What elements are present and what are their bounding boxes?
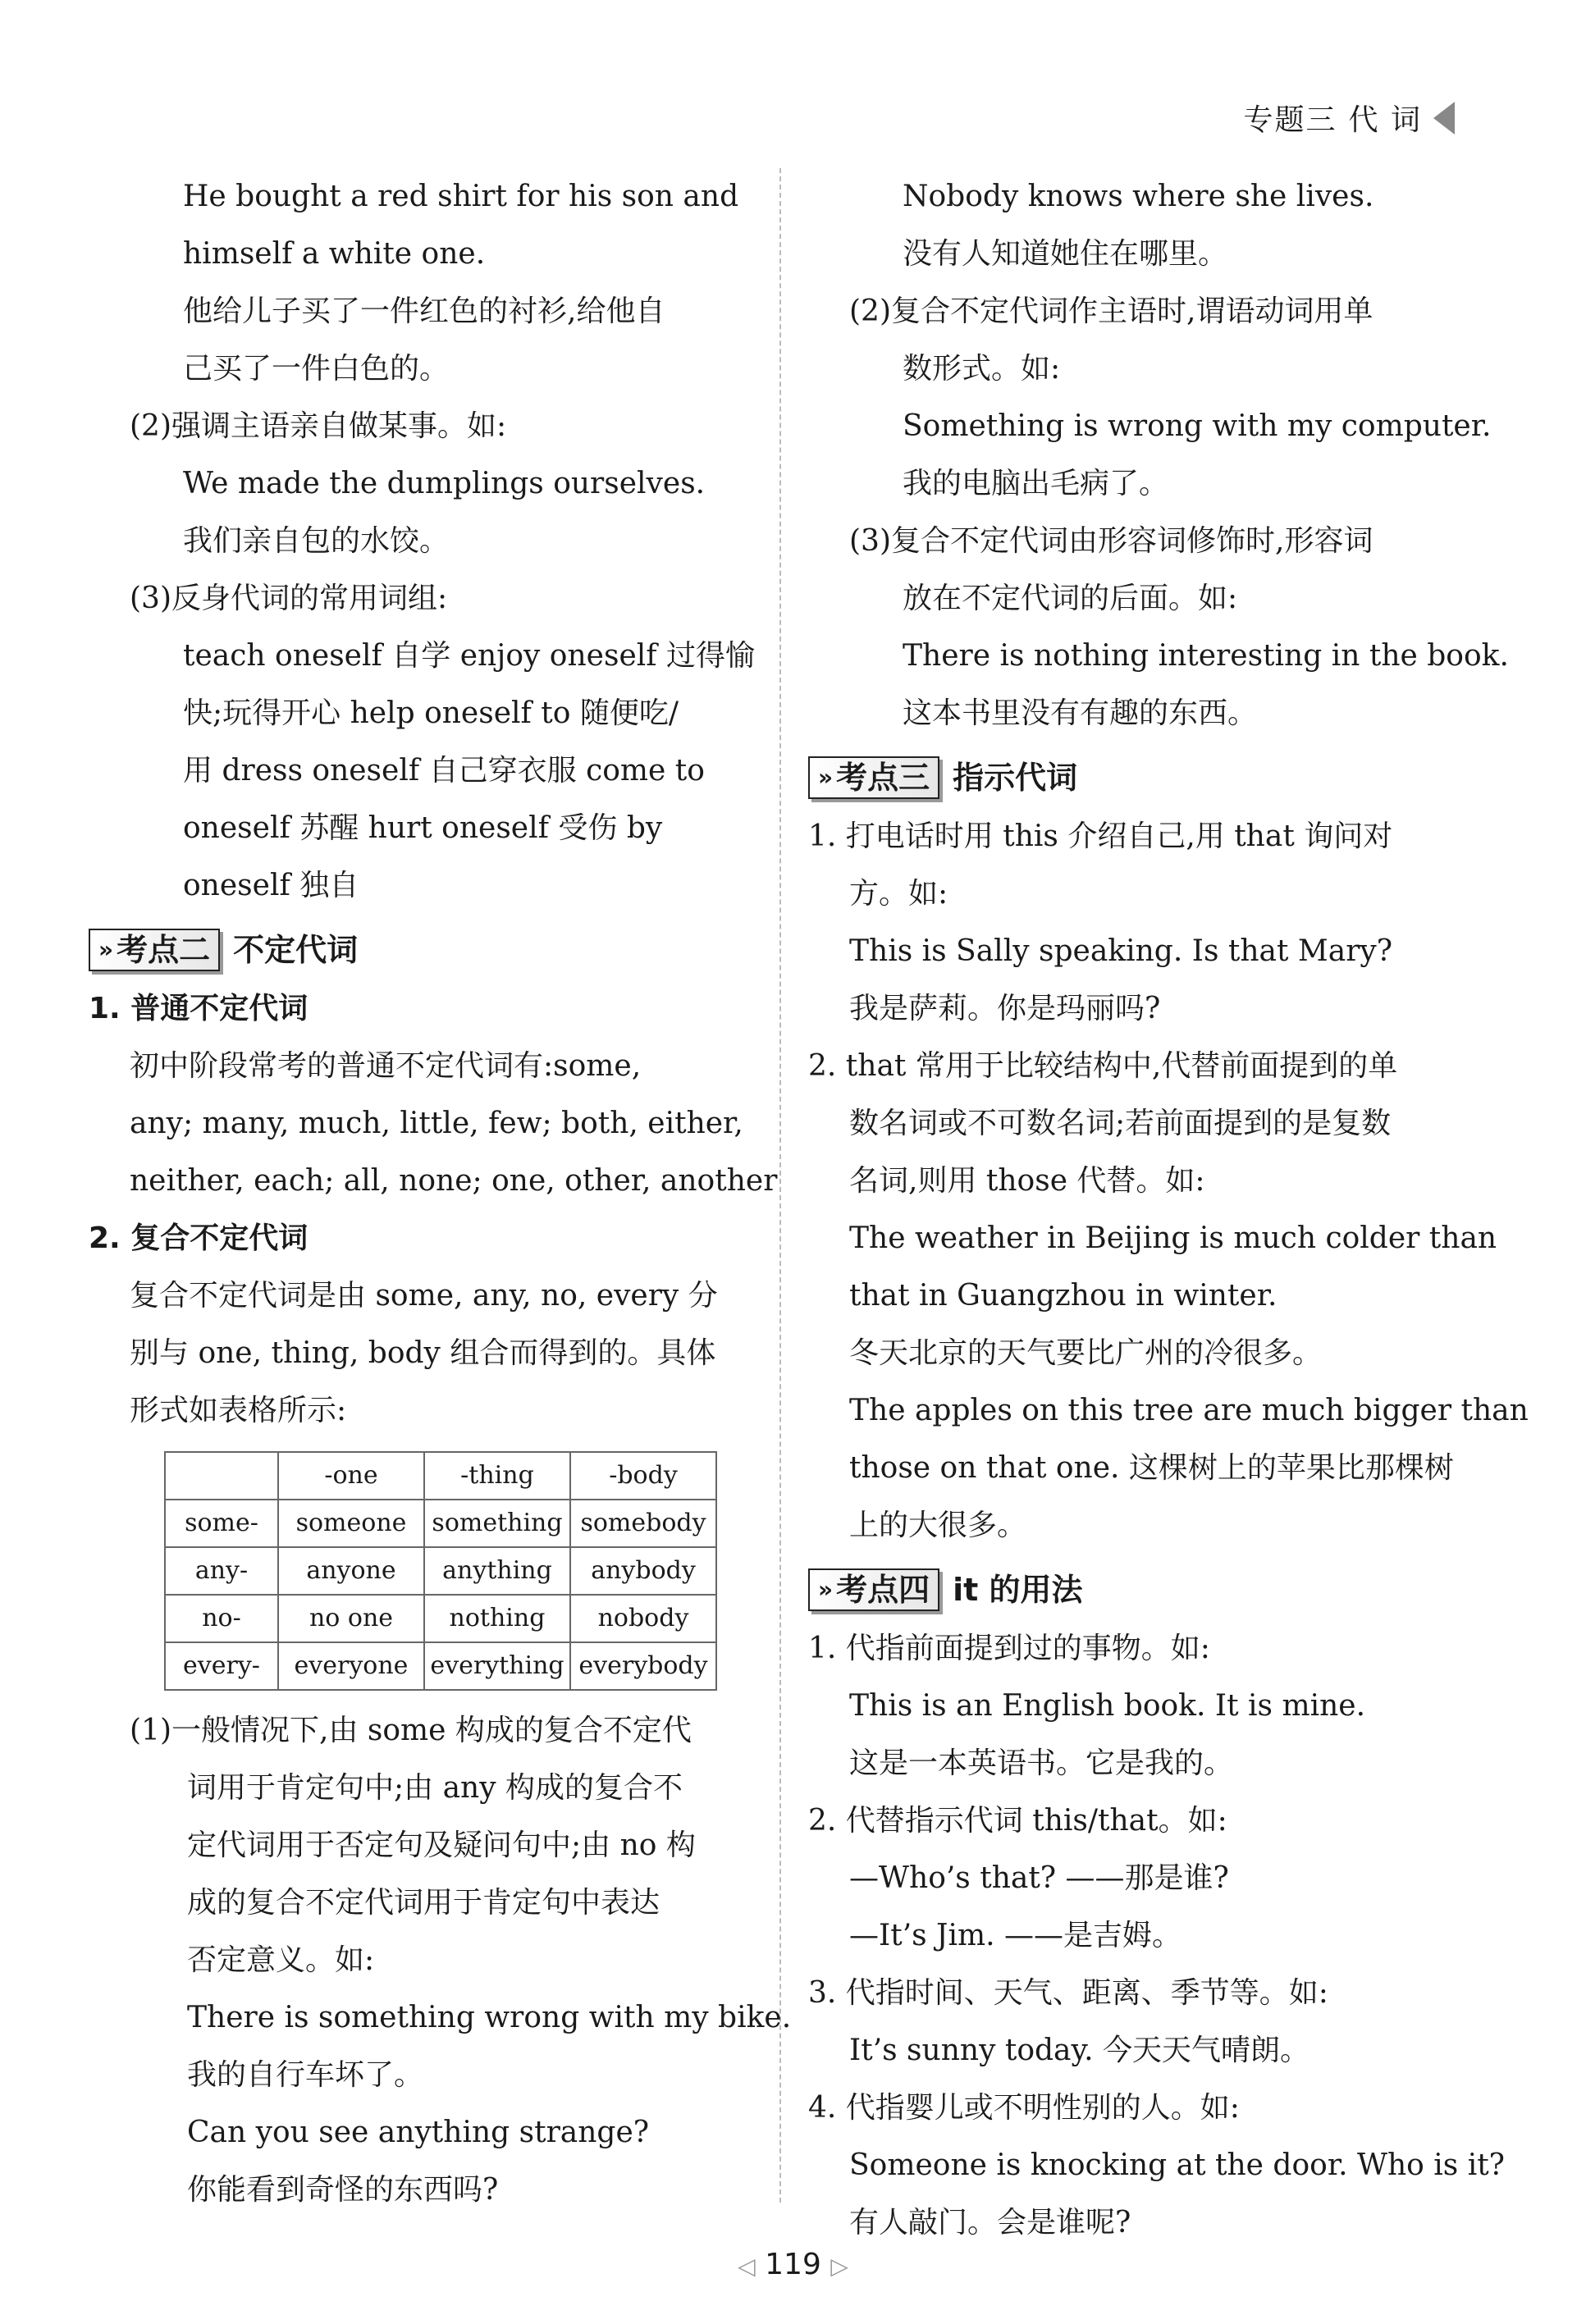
table-cell: everybody: [570, 1642, 716, 1690]
speaker-icon: [1433, 102, 1455, 135]
text-line: any; many, much, little, few; both, either,: [130, 1107, 743, 1140]
section-tag: [808, 1568, 939, 1611]
compound-pronoun-table: [164, 1451, 717, 1691]
text-line: He bought a red shirt for his son and: [183, 180, 739, 213]
text-line: 别与 one, thing, body 组合而得到的。具体: [130, 1336, 716, 1370]
text-line: 数名词或不可数名词;若前面提到的是复数: [849, 1107, 1392, 1140]
table-cell: some-: [165, 1500, 278, 1547]
text-line: 否定意义。如:: [187, 1943, 375, 1977]
table-cell: everyone: [278, 1642, 424, 1690]
table-row: [165, 1547, 716, 1595]
example-line: that in Guangzhou in winter.: [849, 1279, 1277, 1313]
table-cell: anybody: [570, 1547, 716, 1595]
chevron-icon: »: [98, 936, 114, 963]
example-line: Nobody knows where she lives.: [903, 180, 1374, 213]
text-line: 放在不定代词的后面。如:: [903, 582, 1238, 615]
phrase-line: 快;玩得开心 help oneself to 随便吃/: [183, 696, 679, 730]
chevron-icon: »: [818, 1576, 834, 1603]
column-divider: [779, 168, 781, 2203]
text-line: 词用于肯定句中;由 any 构成的复合不: [187, 1771, 683, 1805]
section-title: it 的用法: [953, 1572, 1083, 1608]
phrase-line: oneself 独自: [183, 869, 359, 902]
text-line: 1. 打电话时用 this 介绍自己,用 that 询问对: [808, 820, 1393, 853]
example-line: Can you see anything strange?: [187, 2116, 650, 2149]
table-cell: no one: [278, 1595, 424, 1642]
example-line: 这本书里没有有趣的东西。: [903, 696, 1258, 730]
text-line: 2. that 常用于比较结构中,代替前面提到的单: [808, 1049, 1398, 1083]
text-line: 1. 代指前面提到过的事物。如:: [808, 1632, 1210, 1665]
text-line: 形式如表格所示:: [130, 1394, 347, 1427]
text-line: 方。如:: [849, 877, 948, 911]
point-3: (3)反身代词的常用词组:: [130, 582, 448, 615]
text-line: 成的复合不定代词用于肯定句中表达: [187, 1886, 660, 1920]
example-line: 有人敲门。会是谁呢?: [849, 2206, 1131, 2240]
example-line: The weather in Beijing is much colder than: [849, 1221, 1497, 1255]
example-line: Someone is knocking at the door. Who is it?: [849, 2148, 1505, 2182]
section-tag-label: 考点四: [836, 1572, 930, 1608]
example-line: 我是萨莉。你是玛丽吗?: [849, 992, 1161, 1025]
section-tag-label: 考点二: [117, 932, 211, 968]
text-line: 初中阶段常考的普通不定代词有:some,: [130, 1049, 642, 1083]
section-tag-label: 考点三: [836, 760, 930, 796]
table-cell: nothing: [424, 1595, 570, 1642]
section-tag: [808, 756, 939, 799]
left-triangle-icon: ◁: [738, 2253, 756, 2280]
text-line: 己买了一件白色的。: [183, 352, 450, 386]
text-line: (3)复合不定代词由形容词修饰时,形容词: [849, 524, 1373, 558]
header-section: 专题三: [1243, 103, 1337, 137]
example-line: 这是一本英语书。它是我的。: [849, 1746, 1234, 1780]
table-cell: -one: [278, 1452, 424, 1500]
table-cell: -thing: [424, 1452, 570, 1500]
page-number: 119: [765, 2248, 821, 2281]
table-cell: anything: [424, 1547, 570, 1595]
example-cn: 我们亲自包的水饺。: [183, 524, 450, 558]
example-line: 没有人知道她住在哪里。: [903, 237, 1228, 271]
text-line: 复合不定代词是由 some, any, no, every 分: [130, 1279, 718, 1313]
right-column: [808, 168, 1529, 2252]
table-cell: anyone: [278, 1547, 424, 1595]
phrase-line: 用 dress oneself 自己穿衣服 come to: [183, 754, 705, 788]
section-title: 不定代词: [233, 932, 359, 968]
text-line: 定代词用于否定句及疑问句中;由 no 构: [187, 1829, 696, 1862]
example-line: The apples on this tree are much bigger than: [849, 1394, 1529, 1427]
example-line: Something is wrong with my computer.: [903, 409, 1492, 443]
page-footer: [0, 2248, 1586, 2281]
section-heading-3: [808, 749, 1465, 806]
table-cell: every-: [165, 1642, 278, 1690]
example-line: There is something wrong with my bike.: [187, 2001, 792, 2034]
text-line: (2)复合不定代词作主语时,谓语动词用单: [849, 294, 1373, 328]
example-line: It’s sunny today. 今天天气晴朗。: [849, 2034, 1309, 2067]
running-header: [1244, 97, 1455, 139]
example-line: those on that one. 这棵树上的苹果比那棵树: [849, 1451, 1454, 1485]
example-line: —It’s Jim. ——是吉姆。: [849, 1919, 1182, 1952]
section-heading-2: [89, 921, 745, 979]
table-row: [165, 1500, 716, 1547]
table-cell: any-: [165, 1547, 278, 1595]
section-heading-4: [808, 1561, 1465, 1619]
text-line: (1)一般情况下,由 some 构成的复合不定代: [130, 1714, 692, 1747]
example-line: This is an English book. It is mine.: [849, 1689, 1366, 1723]
point-2: (2)强调主语亲自做某事。如:: [130, 409, 507, 443]
example-line: 你能看到奇怪的东西吗?: [187, 2173, 499, 2207]
chevron-icon: »: [818, 764, 834, 791]
text-line: 名词,则用 those 代替。如:: [849, 1164, 1205, 1198]
text-line: neither, each; all, none; one, other, another: [130, 1164, 778, 1198]
text-line: 3. 代指时间、天气、距离、季节等。如:: [808, 1976, 1328, 2010]
text-line: 2. 代替指示代词 this/that。如:: [808, 1804, 1227, 1838]
example-en: We made the dumplings ourselves.: [183, 467, 706, 500]
example-line: 我的电脑出毛病了。: [903, 467, 1169, 500]
example-line: 冬天北京的天气要比广州的冷很多。: [849, 1336, 1323, 1370]
table-cell: [165, 1452, 278, 1500]
subsection-title: 1. 普通不定代词: [89, 992, 309, 1025]
text-line: 数形式。如:: [903, 352, 1061, 386]
table-header-row: [165, 1452, 716, 1500]
text-line: 4. 代指婴儿或不明性别的人。如:: [808, 2091, 1240, 2125]
table-cell: something: [424, 1500, 570, 1547]
right-triangle-icon: ▷: [830, 2253, 848, 2280]
example-line: —Who’s that? ——那是谁?: [849, 1861, 1229, 1895]
example-line: 上的大很多。: [849, 1509, 1027, 1542]
table-row: [165, 1595, 716, 1642]
example-line: 我的自行车坏了。: [187, 2058, 424, 2092]
phrase-line: oneself 苏醒 hurt oneself 受伤 by: [183, 811, 663, 845]
table-cell: -body: [570, 1452, 716, 1500]
table-cell: nobody: [570, 1595, 716, 1642]
table-row: [165, 1642, 716, 1690]
table-cell: everything: [424, 1642, 570, 1690]
left-column: [89, 168, 792, 2219]
section-title: 指示代词: [953, 760, 1078, 796]
section-tag: [89, 929, 220, 971]
subsection-title: 2. 复合不定代词: [89, 1221, 309, 1255]
table-cell: somebody: [570, 1500, 716, 1547]
header-title: 代 词: [1348, 103, 1422, 137]
text-line: 他给儿子买了一件红色的衬衫,给他自: [183, 294, 665, 328]
text-line: himself a white one.: [183, 237, 486, 271]
phrase-line: teach oneself 自学 enjoy oneself 过得愉: [183, 639, 756, 673]
example-line: There is nothing interesting in the book.: [903, 639, 1509, 673]
table-cell: no-: [165, 1595, 278, 1642]
example-line: This is Sally speaking. Is that Mary?: [849, 934, 1393, 968]
table-cell: someone: [278, 1500, 424, 1547]
